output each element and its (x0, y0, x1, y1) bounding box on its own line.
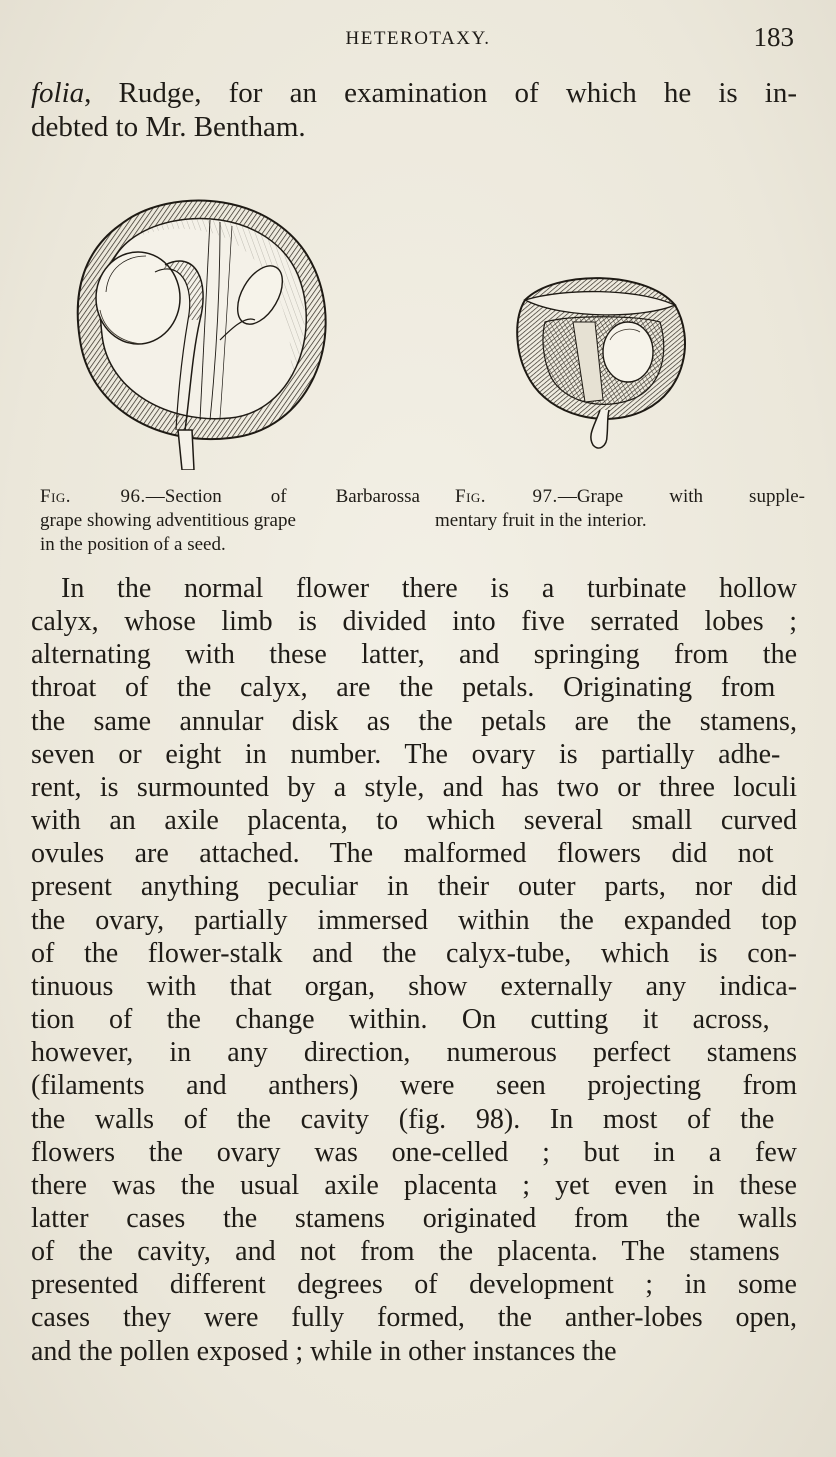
figure-97-caption-line-2: mentary fruit in the interior. (435, 510, 647, 531)
body-line: the ovary, partially immersed within the expanded top (31, 904, 797, 936)
figure-96-caption-line-3: in the position of a seed. (40, 534, 226, 555)
body-line: alternating with these latter, and springing from the (31, 639, 798, 671)
grape-section-illustration-icon (60, 180, 340, 470)
figure-96-caption (40, 485, 420, 557)
body-line: of the flower-stalk and the calyx-tube, which is con- (31, 937, 797, 969)
body-line: cases they were fully formed, the anther-lobes open, (31, 1302, 797, 1334)
body-line: and the pollen exposed ; while in other instances the (31, 1335, 617, 1367)
lead-line-1-rest: , Rudge, for an examination of which he is in- (84, 77, 797, 109)
lead-line-1 (31, 76, 797, 110)
figure-96-caption-text-1: —Section of Barbarossa (145, 486, 420, 507)
body-line: the same annular disk as the petals are the stamens, (31, 705, 797, 737)
running-head (0, 22, 836, 56)
body-line: calyx, whose limb is divided into five serrated lobes ; (31, 606, 797, 638)
body-line: In the normal flower there is a turbinate hollow (61, 573, 797, 604)
body-line: with an axile placenta, to which several small curved (31, 805, 798, 837)
figure-96-caption-line-1 (40, 485, 420, 509)
figure-97-caption (435, 485, 805, 533)
running-title: HETEROTAXY. (345, 28, 491, 49)
body-line: present anything peculiar in their outer parts, nor did (31, 871, 798, 903)
body-line: of the cavity, and not from the placenta. The stamens (31, 1236, 780, 1268)
figure-97-caption-line-1 (435, 485, 805, 509)
body-line: tinuous with that organ, show externally any indica- (31, 970, 798, 1002)
body-line: rent, is surmounted by a style, and has two or three loculi (31, 771, 798, 803)
body-line: latter cases the stamens originated from the walls (31, 1202, 798, 1234)
figure-96-label: Fig. 96. (40, 486, 146, 507)
body-line: the walls of the cavity (fig. 98). In most of the (31, 1103, 775, 1135)
body-line: throat of the calyx, are the petals. Originating from (31, 672, 776, 704)
lead-paragraph (31, 76, 797, 144)
italic-word: folia (31, 77, 85, 109)
grape-supplementary-fruit-illustration-icon (495, 260, 695, 460)
body-paragraph (31, 572, 797, 1368)
figure-97-label: Fig. 97. (455, 486, 558, 507)
body-line: (filaments and anthers) were seen projecting from (31, 1070, 798, 1102)
body-line: presented different degrees of development ; in some (31, 1269, 797, 1301)
body-line: seven or eight in number. The ovary is partially adhe- (31, 738, 781, 770)
body-line: tion of the change within. On cutting it across, (31, 1004, 770, 1036)
body-line: however, in any direction, numerous perfect stamens (31, 1037, 798, 1069)
figure-96-caption-line-2: grape showing adventitious grape (40, 510, 296, 531)
body-line: there was the usual axile placenta ; yet even in these (31, 1169, 797, 1201)
body-line: ovules are attached. The malformed flowers did not (31, 838, 774, 870)
page-number: 183 (753, 22, 794, 52)
lead-line-2: debted to Mr. Bentham. (31, 111, 306, 143)
body-line: flowers the ovary was one-celled ; but in a few (31, 1136, 798, 1168)
figure-97-caption-text-1: —Grape with supple- (557, 486, 805, 507)
